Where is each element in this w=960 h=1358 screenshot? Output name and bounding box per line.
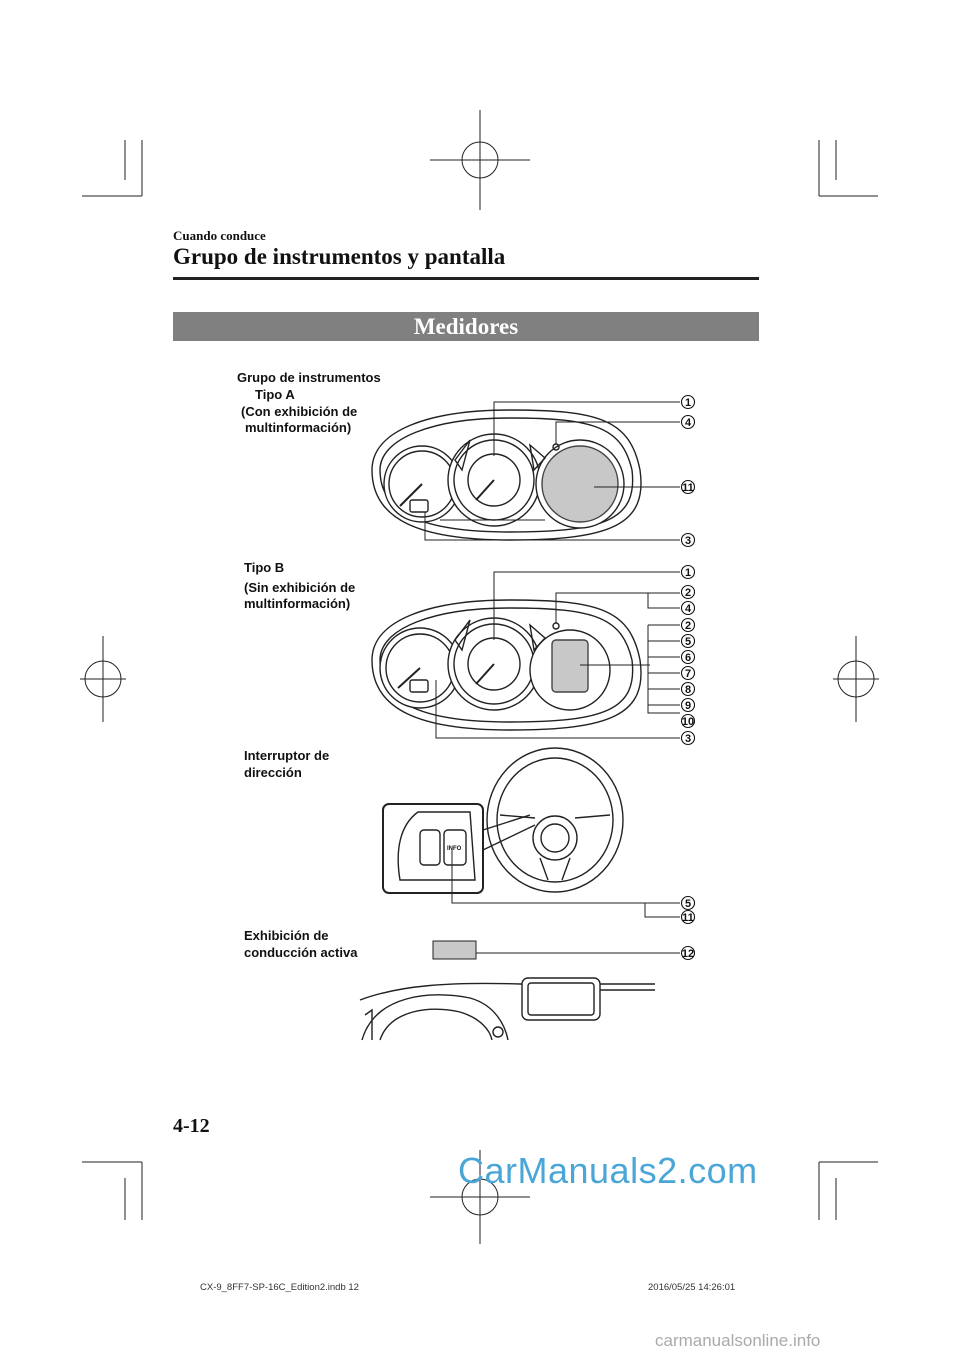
callout-b-10: 10 <box>681 716 695 728</box>
callout-b-8: 8 <box>684 684 692 696</box>
watermark-secondary: carmanualsonline.info <box>655 1331 821 1350</box>
section-banner: Medidores <box>173 312 759 341</box>
active-driving-display <box>433 941 680 959</box>
callout-b-4: 4 <box>684 603 692 615</box>
callout-b-1: 1 <box>684 567 692 579</box>
label-steering-1: Interruptor de <box>244 748 330 763</box>
info-button-label: INFO <box>447 846 462 852</box>
page-number: 4-12 <box>173 1115 210 1137</box>
section-title: Cuando conduce <box>173 228 266 243</box>
footer-timestamp: 2016/05/25 14:26:01 <box>648 1282 736 1293</box>
callout-steer-11: 11 <box>682 912 694 924</box>
callout-a-1: 1 <box>684 397 692 409</box>
label-type-a: Tipo A <box>255 387 295 402</box>
label-type-b-note-2: multinformación) <box>244 596 351 611</box>
label-cluster: Grupo de instrumentos <box>237 370 381 385</box>
callout-b-2b: 2 <box>684 620 692 632</box>
callout-a-4: 4 <box>684 417 692 429</box>
callout-b-2: 2 <box>684 587 692 599</box>
footer-file: CX-9_8FF7-SP-16C_Edition2.indb 12 <box>200 1282 359 1293</box>
label-type-b-note-1: (Sin exhibición de <box>244 580 356 595</box>
callout-a-3: 3 <box>684 535 692 547</box>
steering-wheel <box>487 748 623 892</box>
callout-b-7: 7 <box>684 668 692 680</box>
label-type-b: Tipo B <box>244 560 285 575</box>
label-type-a-note-1: (Con exhibición de <box>241 404 358 419</box>
callout-b-6: 6 <box>684 652 692 664</box>
callout-b-9: 9 <box>684 700 692 712</box>
watermark-primary: CarManuals2.com <box>458 1150 758 1191</box>
label-active-2: conducción activa <box>244 945 358 960</box>
label-type-a-note-2: multinformación) <box>245 420 352 435</box>
label-active-1: Exhibición de <box>244 928 329 943</box>
callout-b-5: 5 <box>684 636 692 648</box>
callout-steer-5: 5 <box>684 898 692 910</box>
chapter-title: Grupo de instrumentos y pantalla <box>173 244 506 269</box>
callout-b-3: 3 <box>684 733 692 745</box>
label-steering-2: dirección <box>244 765 302 780</box>
dashboard-illustration <box>360 978 655 1040</box>
callout-active-12: 12 <box>681 948 695 960</box>
cluster-type-a <box>372 410 641 540</box>
callout-a-11: 11 <box>682 482 694 494</box>
